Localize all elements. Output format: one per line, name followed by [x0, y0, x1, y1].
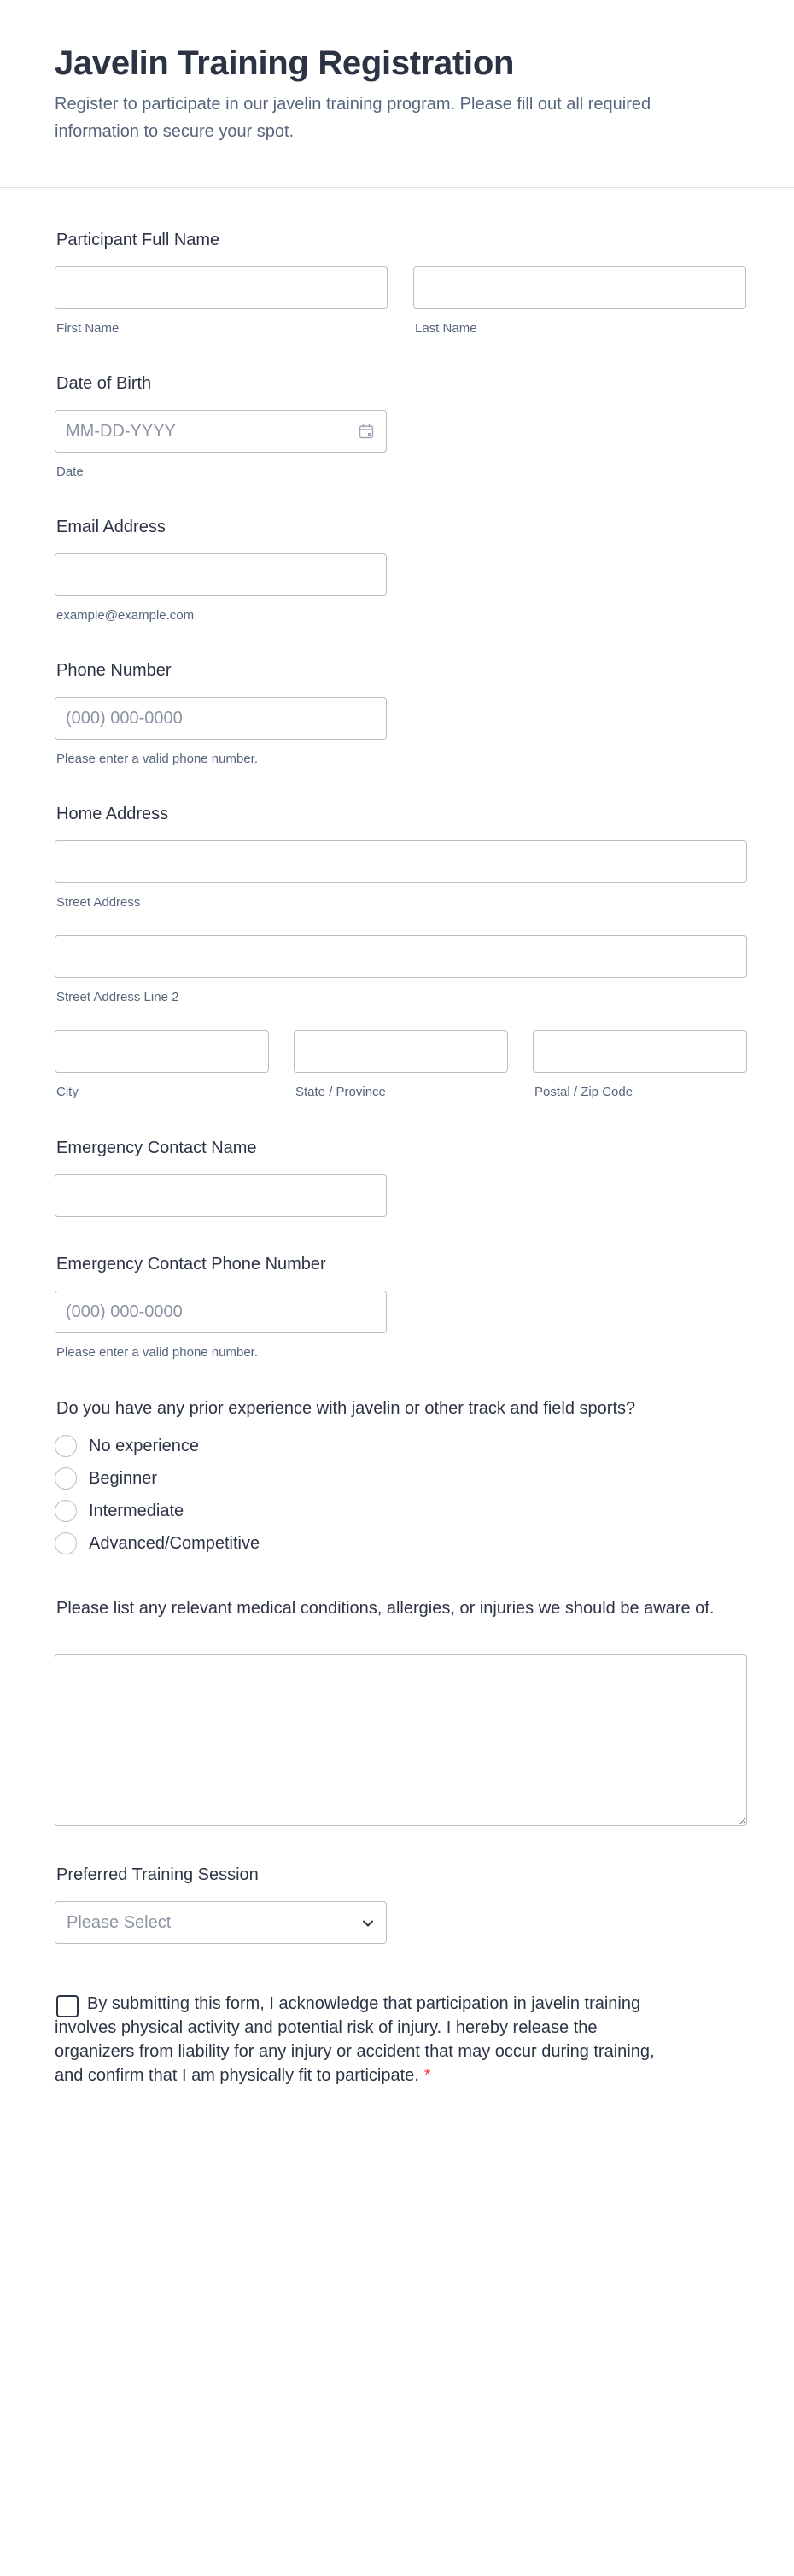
radio-label: Intermediate [89, 1501, 184, 1520]
session-label: Preferred Training Session [56, 1865, 259, 1884]
last-name-input[interactable] [413, 266, 746, 309]
dob-label: Date of Birth [56, 374, 152, 393]
first-name-input[interactable] [55, 266, 388, 309]
phone-sublabel: Please enter a valid phone number. [56, 752, 258, 766]
phone-label: Phone Number [56, 661, 172, 680]
zip-sublabel: Postal / Zip Code [534, 1085, 633, 1099]
last-name-sublabel: Last Name [415, 321, 477, 336]
form-description: Register to participate in our javelin training program. Please fill out all required information to secure your spot. [55, 95, 651, 141]
street-address-input[interactable] [55, 840, 747, 883]
emergency-phone-input[interactable] [55, 1291, 387, 1333]
session-select[interactable] [55, 1901, 387, 1944]
radio-label: Advanced/Competitive [89, 1533, 260, 1553]
required-mark: * [423, 2066, 431, 2085]
emergency-name-label: Emergency Contact Name [56, 1139, 257, 1157]
radio-button[interactable] [55, 1467, 77, 1490]
street-address-line2-sublabel: Street Address Line 2 [56, 990, 179, 1004]
form-header [0, 0, 794, 188]
form-title: Javelin Training Registration [55, 44, 515, 82]
city-sublabel: City [56, 1085, 79, 1099]
phone-input[interactable] [55, 697, 387, 740]
zip-input[interactable] [533, 1030, 747, 1073]
radio-label: Beginner [89, 1468, 158, 1488]
radio-label: No experience [89, 1436, 199, 1455]
emergency-name-input[interactable] [55, 1174, 387, 1217]
medical-textarea[interactable] [55, 1654, 747, 1826]
emergency-phone-sublabel: Please enter a valid phone number. [56, 1345, 258, 1360]
medical-label: Please list any relevant medical conditions, allergies, or injuries we should be aware of. [56, 1599, 715, 1618]
session-select-value: Please Select [67, 1913, 172, 1932]
radio-button[interactable] [55, 1435, 77, 1457]
consent-text [55, 1992, 669, 2087]
radio-button[interactable] [55, 1532, 77, 1554]
city-input[interactable] [55, 1030, 269, 1073]
calendar-icon[interactable] [359, 424, 374, 439]
state-sublabel: State / Province [295, 1085, 386, 1099]
experience-option[interactable] [55, 1499, 184, 1523]
first-name-sublabel: First Name [56, 321, 120, 336]
dob-input[interactable] [55, 410, 387, 453]
street-address-sublabel: Street Address [56, 895, 141, 910]
experience-option[interactable] [55, 1434, 199, 1458]
dob-sublabel: Date [56, 465, 84, 479]
consent-statement: By submitting this form, I acknowledge that participation in javelin training involves physical activity and potential risk of injury. I hereby release the organizers from liability for any injury or accident that may occur during training, and confirm that I am physically fit to participate. [55, 1994, 655, 2085]
full-name-label: Participant Full Name [56, 231, 220, 249]
chevron-down-icon [362, 1917, 374, 1929]
email-sublabel: example@example.com [56, 608, 195, 623]
experience-option[interactable] [55, 1531, 260, 1555]
radio-button[interactable] [55, 1500, 77, 1522]
experience-option[interactable] [55, 1467, 157, 1490]
state-input[interactable] [294, 1030, 508, 1073]
experience-label: Do you have any prior experience with javelin or other track and field sports? [56, 1399, 636, 1418]
email-label: Email Address [56, 518, 166, 536]
emergency-phone-label: Emergency Contact Phone Number [56, 1255, 326, 1273]
address-label: Home Address [56, 805, 169, 823]
email-input[interactable] [55, 553, 387, 596]
street-address-line2-input[interactable] [55, 935, 747, 978]
